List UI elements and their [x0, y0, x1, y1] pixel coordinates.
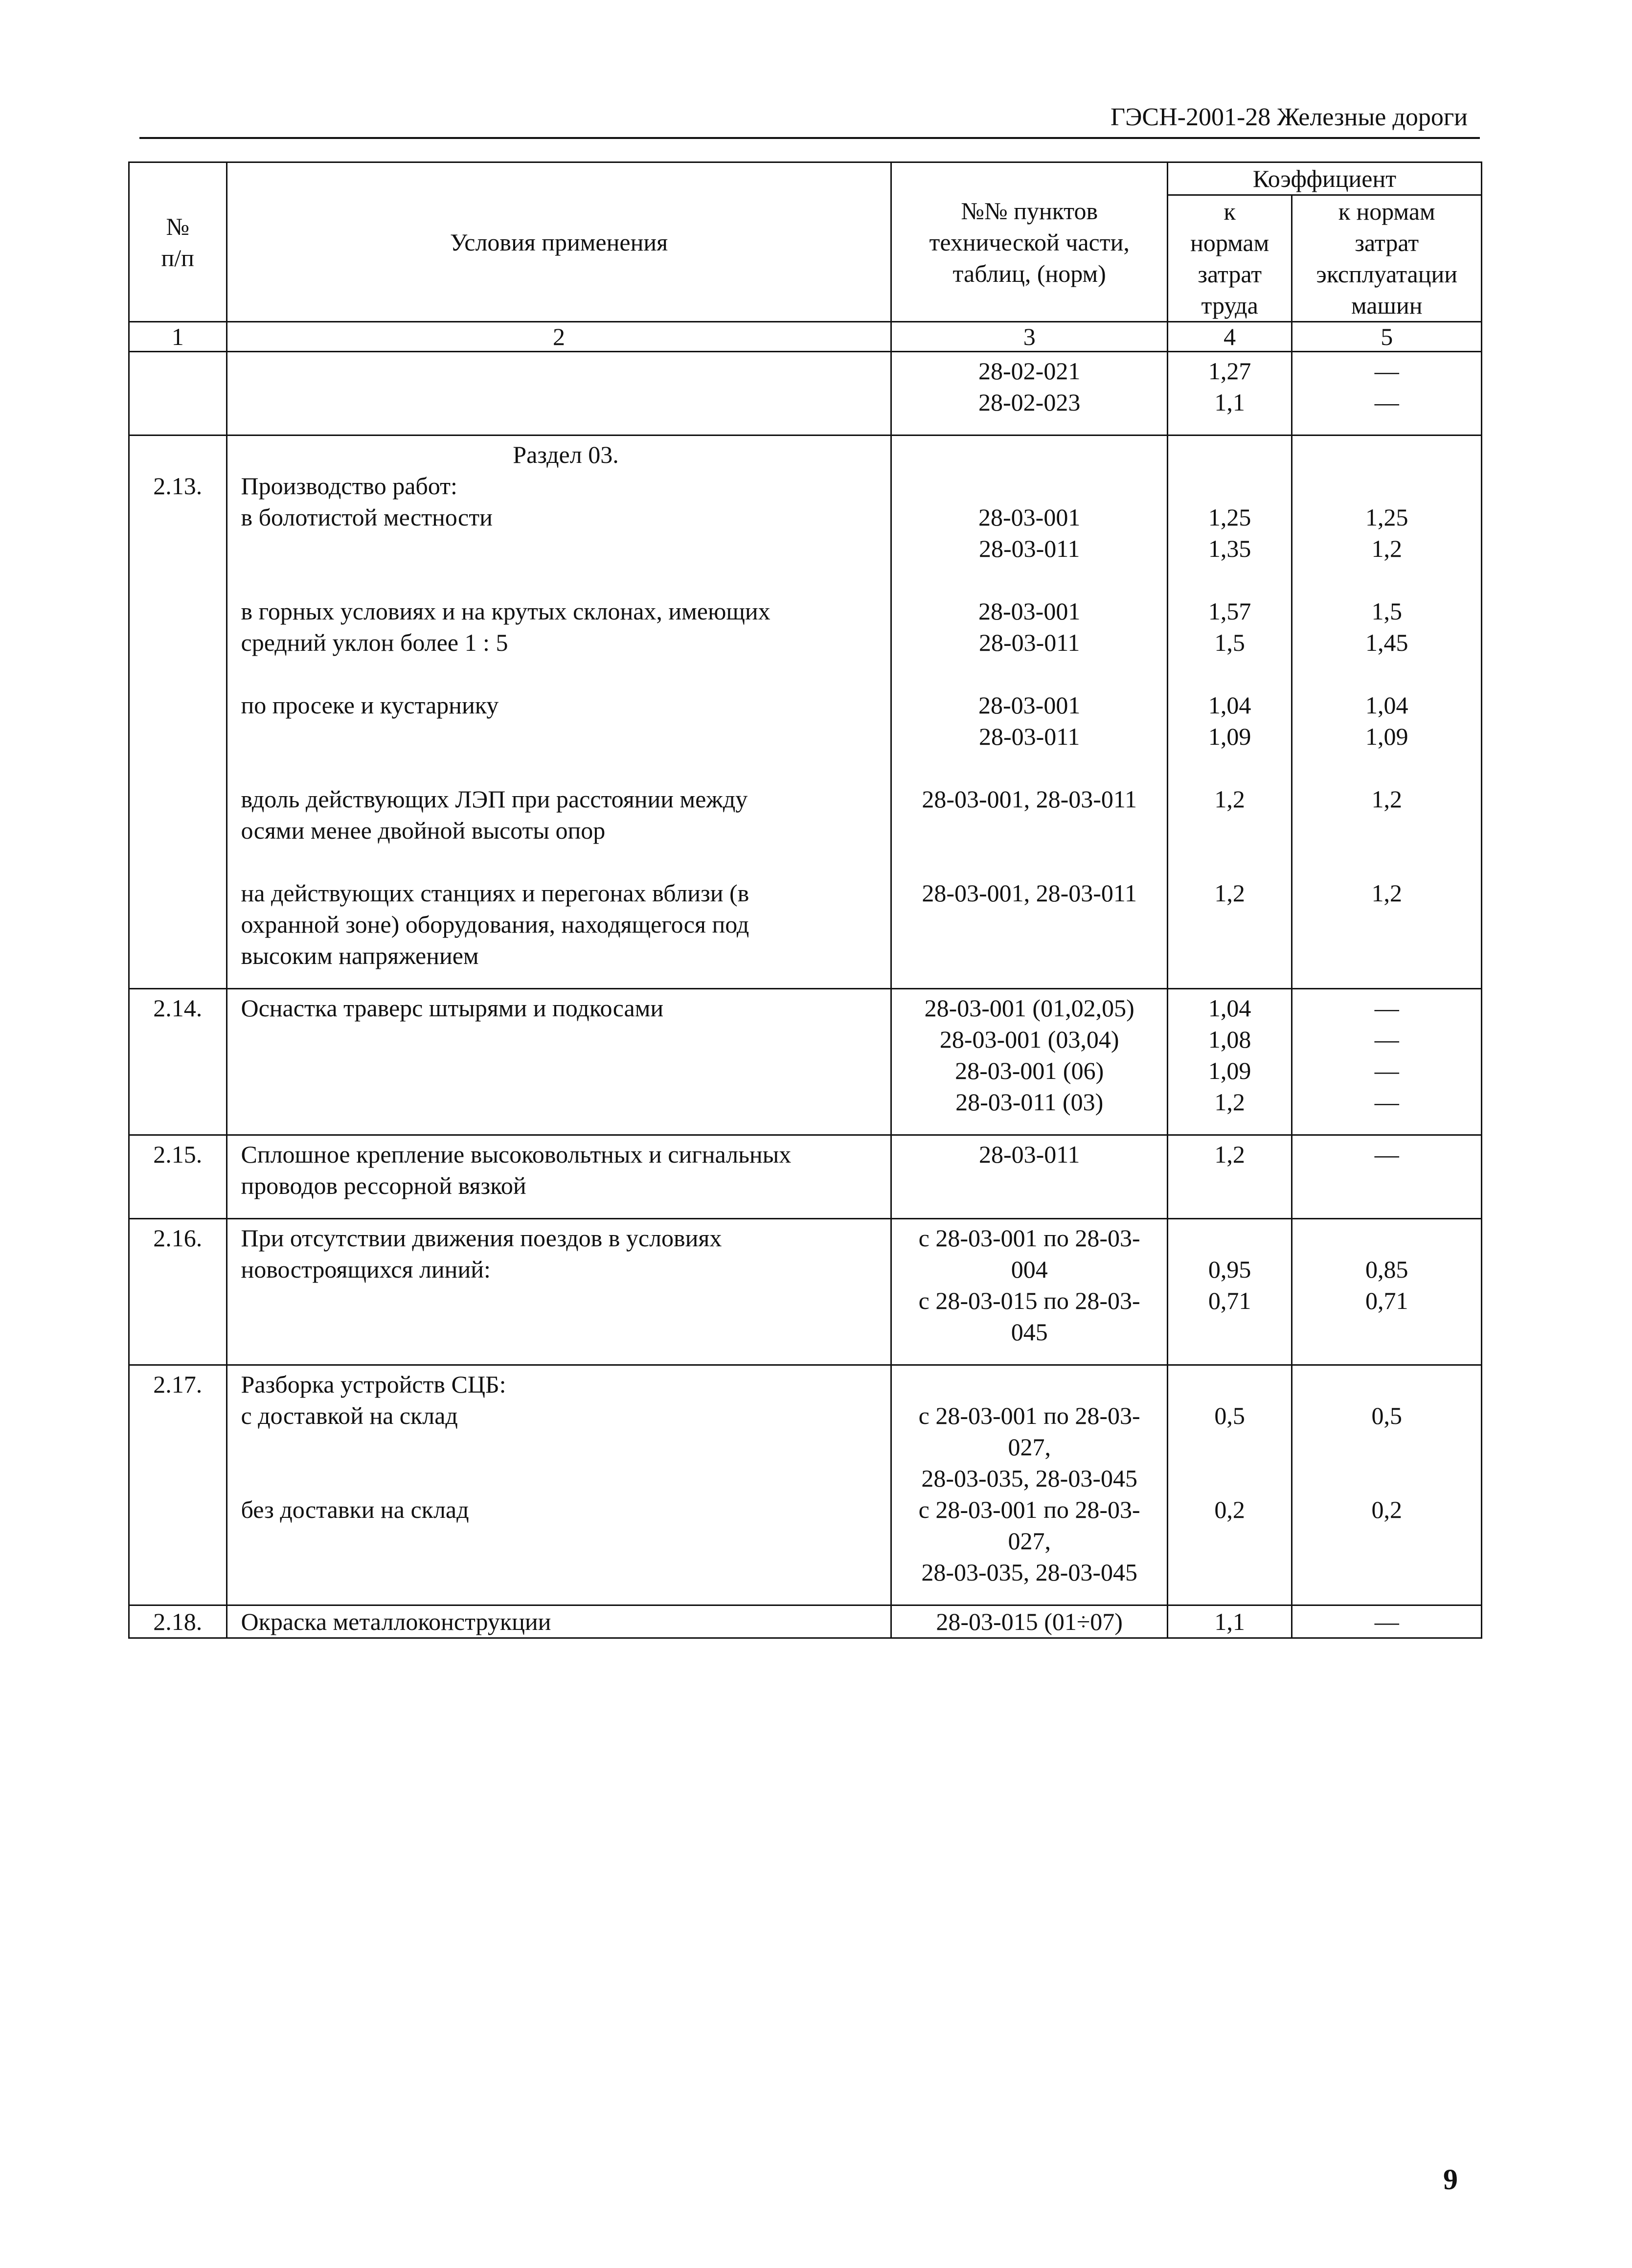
row-conditions: Окраска металлоконструкции: [227, 1605, 891, 1638]
row-labor: 1,1: [1167, 1605, 1292, 1638]
row-conditions: Разборка устройств СЦБ: с доставкой на склад без доставки на склад: [227, 1365, 891, 1605]
row-machines: —: [1292, 1135, 1482, 1219]
row-machines: —: [1292, 1605, 1482, 1638]
coefficients-table: [128, 161, 1482, 1639]
row-items: 28-03-015 (01÷07): [891, 1605, 1167, 1638]
row-items: 28-03-011: [891, 1135, 1167, 1219]
row-conditions: Раздел 03. Производство работ: в болотистой местности в горных условиях и на крутых склонах, имеющих средний уклон более 1 : 5 по просеке и кустарнику вдоль действующих ЛЭП при расстоянии между осями менее двойной высоты опор на действующих станциях и перегонах вблизи (в охранной зоне) оборудования, находящегося под высоким напряжением: [227, 435, 891, 989]
header-col-items: №№ пунктов технической части, таблиц, (норм): [891, 162, 1167, 322]
table-row: [129, 352, 1482, 435]
document-header: ГЭСН-2001-28 Железные дороги: [1111, 103, 1468, 131]
row-id: 2.18.: [129, 1605, 227, 1638]
row-labor: 1,27 1,1: [1167, 352, 1292, 435]
column-number: 3: [891, 322, 1167, 352]
row-id: 2.15.: [129, 1135, 227, 1219]
row-items: с 28-03-001 по 28-03- 027, 28-03-035, 28-03-045 с 28-03-001 по 28-03- 027, 28-03-035, 28-03-045: [891, 1365, 1167, 1605]
column-number: 2: [227, 322, 891, 352]
row-id: 2.13.: [129, 435, 227, 989]
table-row: [129, 1219, 1482, 1365]
row-machines: — — — —: [1292, 989, 1482, 1135]
column-number: 1: [129, 322, 227, 352]
table-row: [129, 1135, 1482, 1219]
row-id: 2.16.: [129, 1219, 227, 1365]
row-items: 28-03-001 28-03-011 28-03-001 28-03-011 28-03-001 28-03-011 28-03-001, 28-03-011 28-03-001, 28-03-011: [891, 435, 1167, 989]
row-labor: 0,95 0,71: [1167, 1219, 1292, 1365]
row-id: [129, 352, 227, 435]
row-machines: 0,5 0,2: [1292, 1365, 1482, 1605]
header-rule: [139, 137, 1480, 139]
column-number: 5: [1292, 322, 1482, 352]
page-number: 9: [1443, 2163, 1458, 2196]
row-items: с 28-03-001 по 28-03- 004 с 28-03-015 по 28-03- 045: [891, 1219, 1167, 1365]
row-machines: 1,25 1,2 1,5 1,45 1,04 1,09 1,2 1,2: [1292, 435, 1482, 989]
table-row: [129, 1365, 1482, 1605]
header-col-labor: к нормам затрат труда: [1167, 195, 1292, 322]
table-row: [129, 435, 1482, 989]
row-labor: 1,25 1,35 1,57 1,5 1,04 1,09 1,2 1,2: [1167, 435, 1292, 989]
header-coefficient: Коэффициент: [1167, 162, 1481, 195]
header-col-machines: к нормам затрат эксплуатации машин: [1292, 195, 1482, 322]
header-col-conditions: Условия применения: [227, 162, 891, 322]
header-col-number: № п/п: [129, 162, 227, 322]
column-numbers-row: [129, 322, 1482, 352]
row-labor: 1,2: [1167, 1135, 1292, 1219]
row-conditions: [227, 352, 891, 435]
row-conditions: Оснастка траверс штырями и подкосами: [227, 989, 891, 1135]
column-number: 4: [1167, 322, 1292, 352]
row-labor: 1,04 1,08 1,09 1,2: [1167, 989, 1292, 1135]
section-title: Раздел 03.: [513, 441, 619, 468]
row-labor: 0,5 0,2: [1167, 1365, 1292, 1605]
row-conditions: Сплошное крепление высоковольтных и сигнальных проводов рессорной вязкой: [227, 1135, 891, 1219]
row-id: 2.17.: [129, 1365, 227, 1605]
row-machines: 0,85 0,71: [1292, 1219, 1482, 1365]
row-items: 28-03-001 (01,02,05) 28-03-001 (03,04) 28-03-001 (06) 28-03-011 (03): [891, 989, 1167, 1135]
table-row: [129, 1605, 1482, 1638]
table-row: [129, 989, 1482, 1135]
row-items: 28-02-021 28-02-023: [891, 352, 1167, 435]
row-machines: — —: [1292, 352, 1482, 435]
row-conditions: При отсутствии движения поездов в условиях новостроящихся линий:: [227, 1219, 891, 1365]
row-id: 2.14.: [129, 989, 227, 1135]
